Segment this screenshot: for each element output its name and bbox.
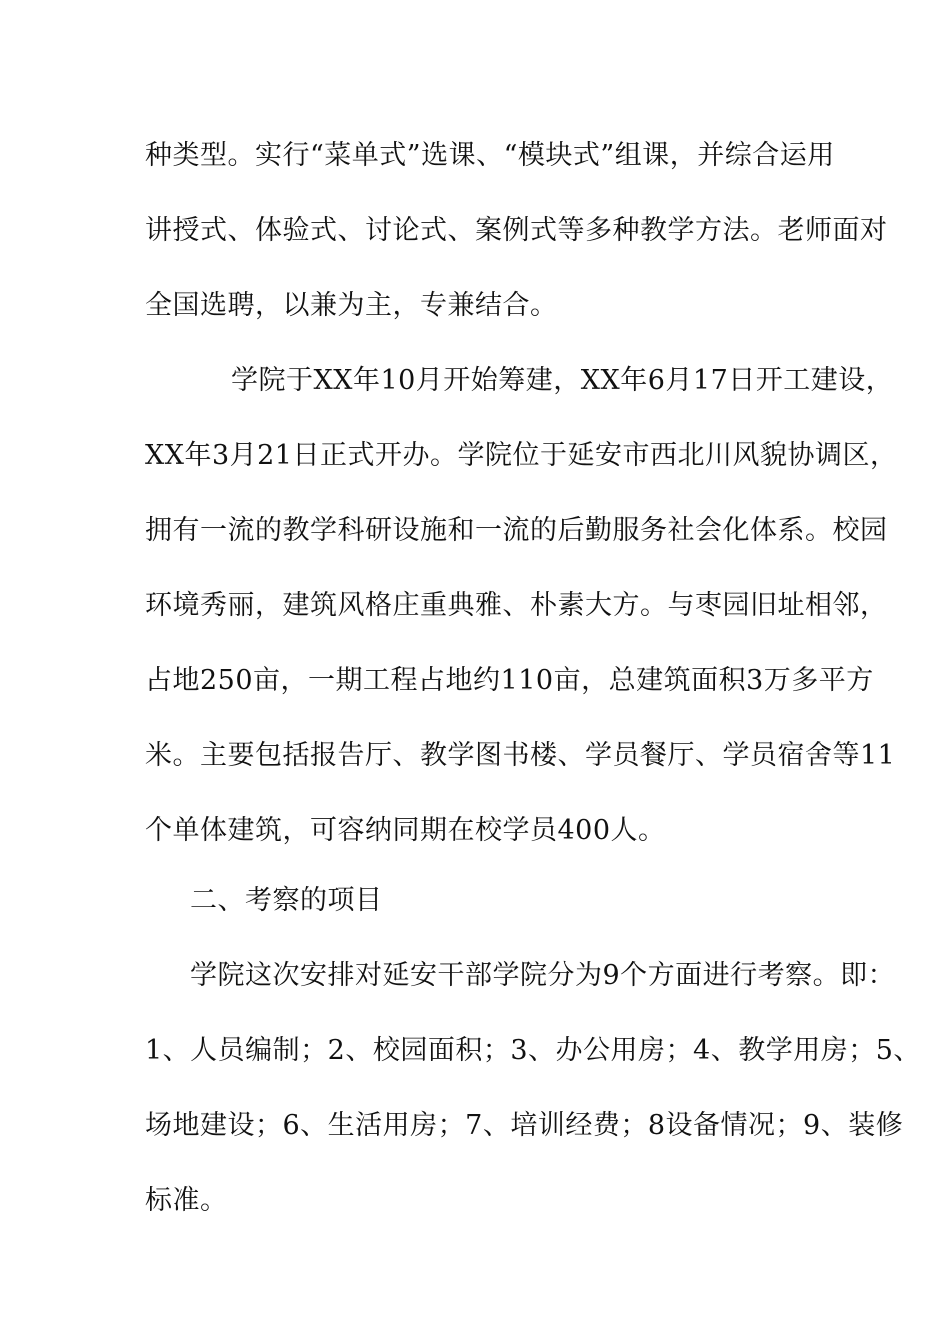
paragraph-line: 学院于XX年10月开始筹建，XX年6月17日开工建设， (231, 365, 894, 396)
paragraph-line: 米。主要包括报告厅、教学图书楼、学员餐厅、学员宿舍等11 (145, 740, 896, 771)
paragraph-line: 全国选聘，以兼为主，专兼结合。 (145, 290, 558, 321)
paragraph-line: 种类型。实行“菜单式”选课、“模块式”组课，并综合运用 (145, 140, 835, 171)
paragraph-line: 占地250亩，一期工程占地约110亩，总建筑面积3万多平方 (145, 665, 874, 696)
paragraph-line: XX年3月21日正式开办。学院位于延安市西北川风貌协调区， (145, 440, 898, 471)
paragraph-line: 个单体建筑，可容纳同期在校学员400人。 (145, 815, 666, 846)
paragraph-line: 讲授式、体验式、讨论式、案例式等多种教学方法。老师面对 (145, 215, 888, 246)
paragraph-line: 1、人员编制；2、校园面积；3、办公用房；4、教学用房；5、 (145, 1035, 921, 1066)
paragraph-line: 场地建设；6、生活用房；7、培训经费；8设备情况；9、装修 (145, 1110, 904, 1141)
paragraph-line: 拥有一流的教学科研设施和一流的后勤服务社会化体系。校园 (145, 515, 888, 546)
paragraph-line: 标准。 (145, 1185, 228, 1216)
paragraph-line: 学院这次安排对延安干部学院分为9个方面进行考察。即： (190, 960, 896, 991)
paragraph-line: 环境秀丽，建筑风格庄重典雅、朴素大方。与枣园旧址相邻， (145, 590, 888, 621)
section-heading: 二、考察的项目 (190, 885, 383, 916)
